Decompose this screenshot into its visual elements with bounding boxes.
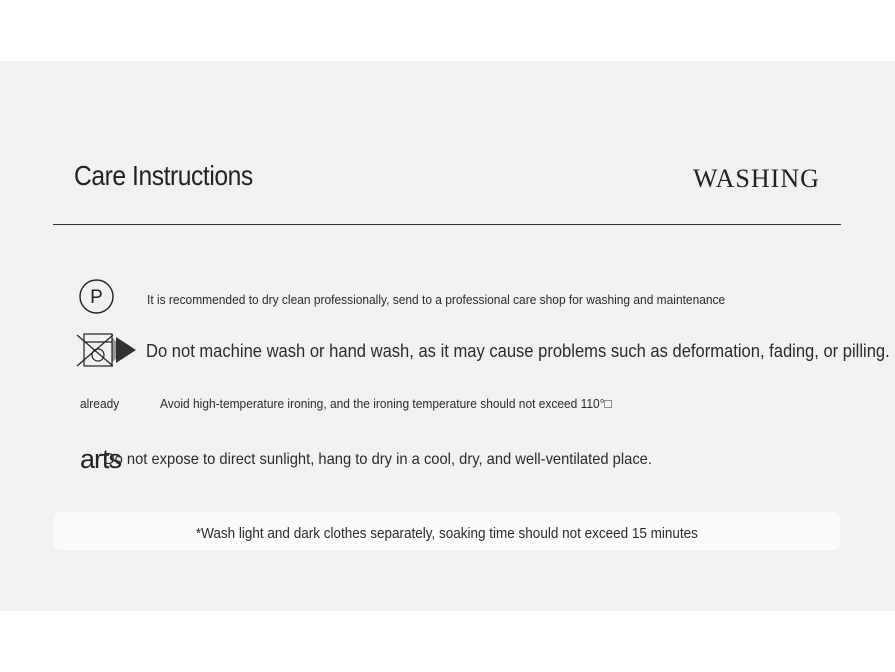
ironing-text: Avoid high-temperature ironing, and the ironing temperature should not exceed 110°□: [160, 396, 612, 411]
dry-clean-text: It is recommended to dry clean professionally, send to a professional care shop for washing and maintenance: [147, 292, 726, 307]
dry-clean-p-icon: [79, 279, 114, 314]
drying-label: arts: [80, 444, 122, 474]
wash-note: [54, 512, 840, 555]
page-title: Care Instructions: [74, 160, 253, 191]
wash-note-text: *Wash light and dark clothes separately, soaking time should not exceed 15 minutes: [195, 525, 699, 542]
svg-text:P: P: [90, 287, 103, 308]
do-not-wash-icon: [74, 330, 138, 372]
no-wash-text: Do not machine wash or hand wash, as it may cause problems such as deformation, fading, or pilling.: [146, 341, 890, 361]
drying-text: Do not expose to direct sunlight, hang to dry in a cool, dry, and well-ventilated place.: [104, 451, 652, 468]
header-divider: [53, 224, 841, 225]
brand-wordmark: WASHING: [693, 164, 820, 193]
wash-note-box: [54, 512, 840, 550]
ironing-label: already: [80, 396, 120, 411]
